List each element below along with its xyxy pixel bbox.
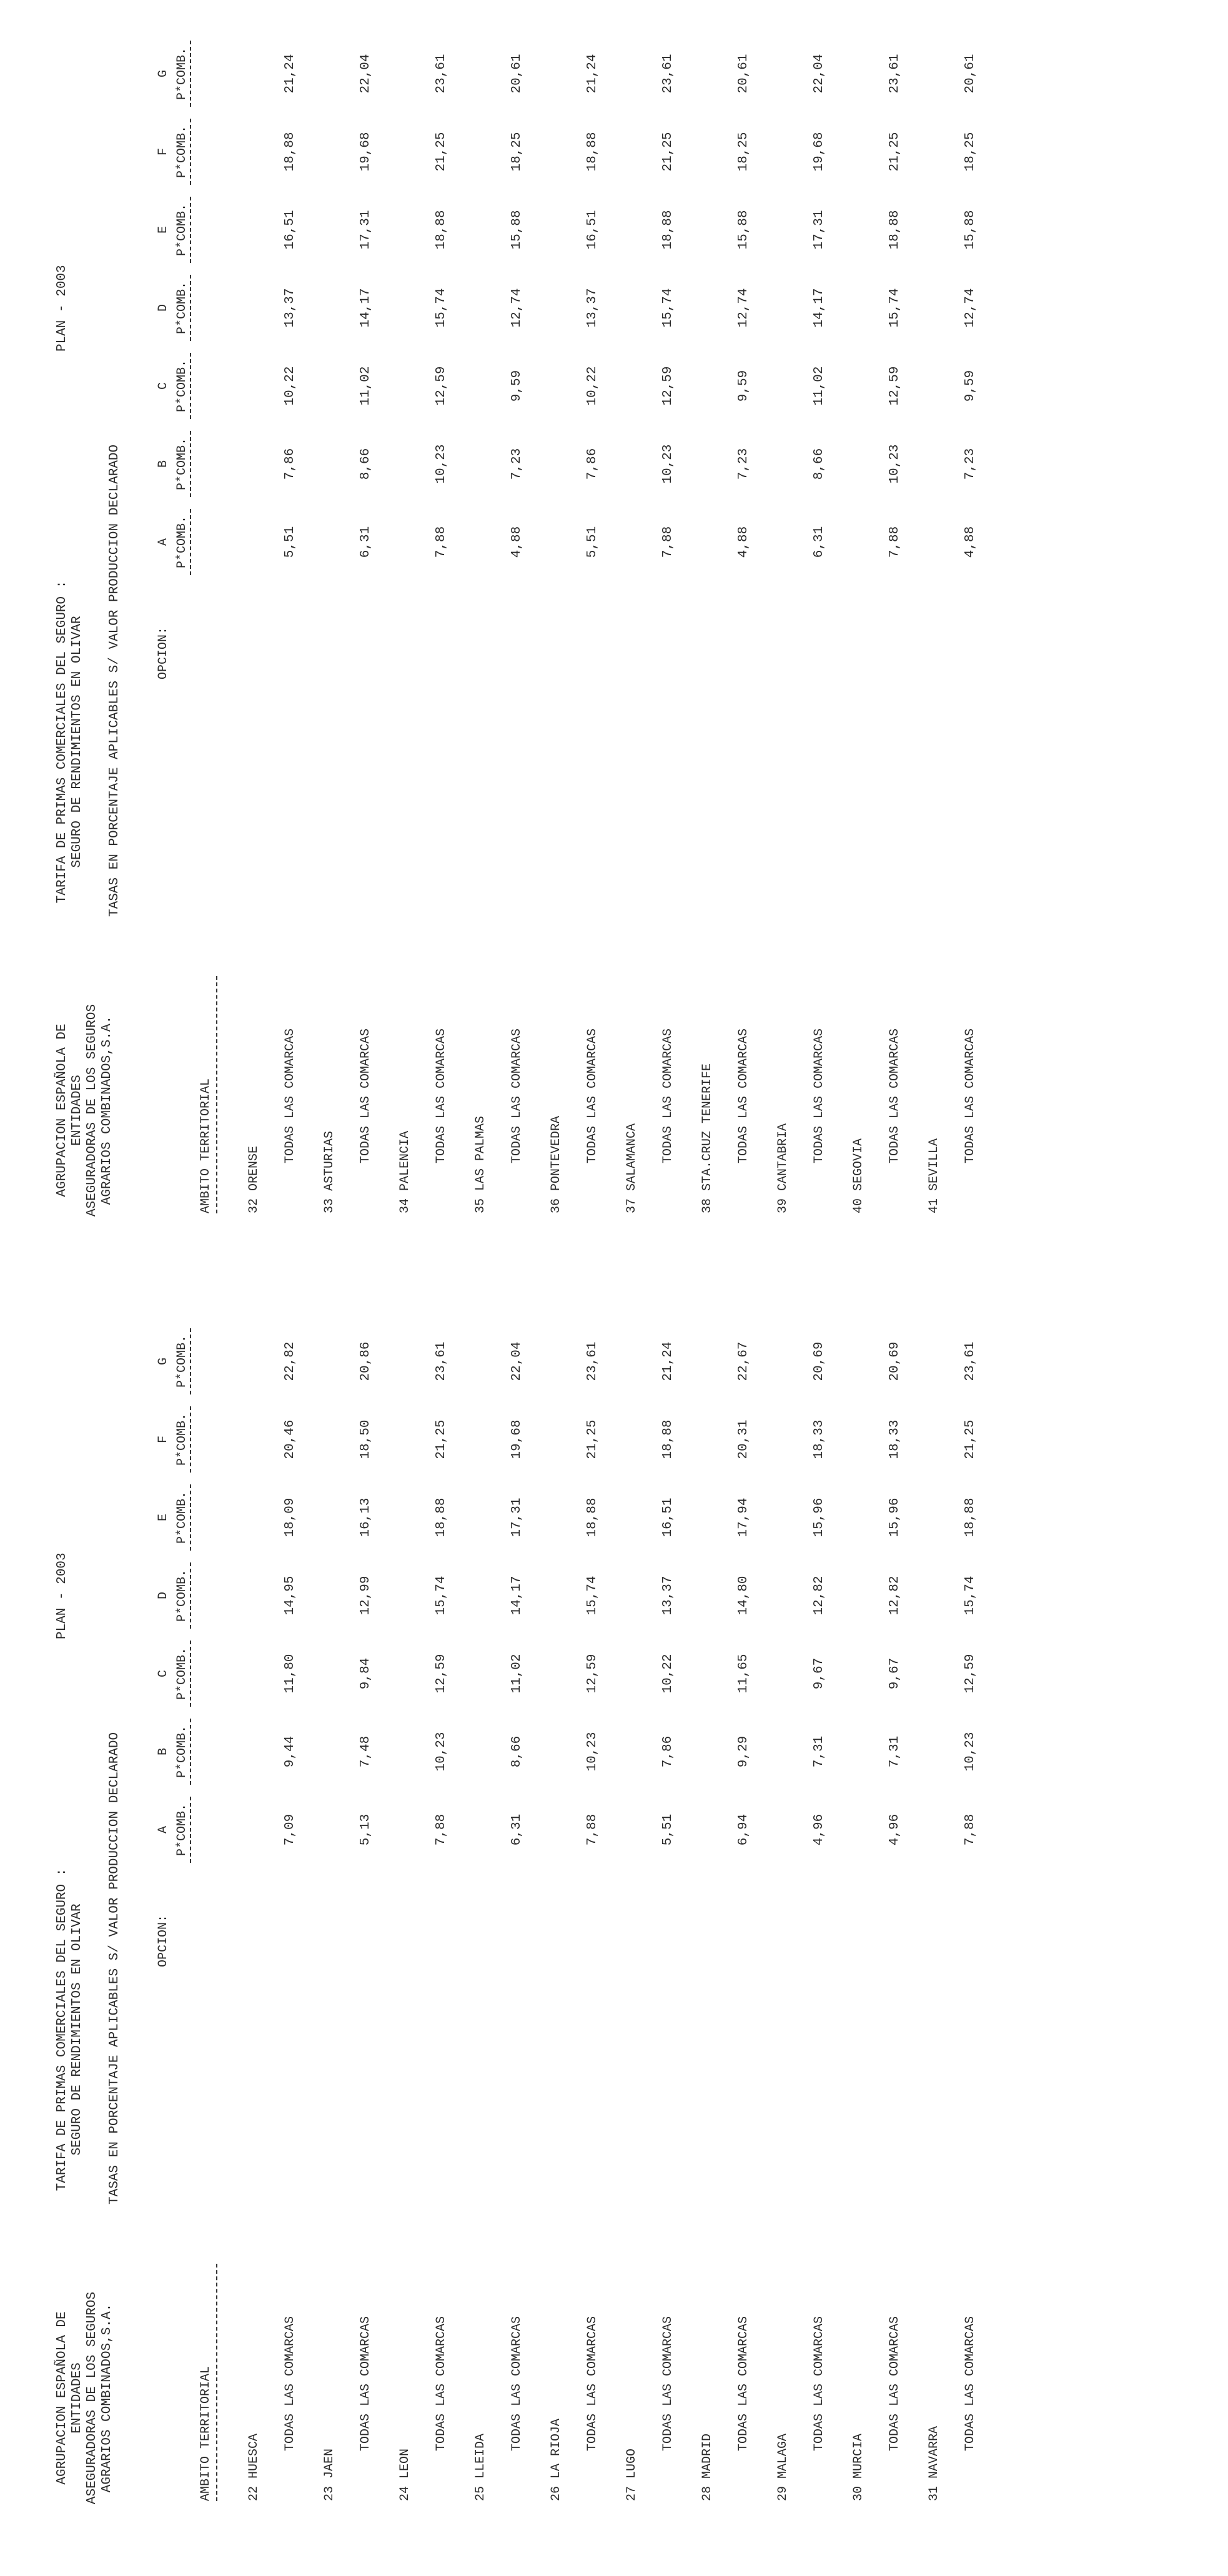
rate-value: 14,17: [510, 1576, 524, 1616]
table-row: [776, 1290, 851, 2576]
rate-value: 12,59: [585, 1654, 600, 1694]
tariff-subtitle: TASAS EN PORCENTAJE APLICABLES S/ VALOR PRODUCCION DECLARADO: [107, 444, 122, 917]
column-letter: F: [156, 148, 171, 156]
comarca-label: TODAS LAS COMARCAS: [510, 2316, 524, 2451]
rate-value: 9,84: [359, 1657, 373, 1690]
column-underline: [190, 1562, 191, 1629]
rate-value: 15,74: [434, 1576, 448, 1616]
rate-value: 18,88: [963, 1498, 978, 1537]
organization-name: [55, 998, 115, 1223]
rate-value: 15,88: [963, 210, 978, 250]
province-name: 27 LUGO: [625, 2448, 639, 2501]
rate-value: 12,82: [812, 1576, 826, 1616]
rate-value: 21,24: [661, 1341, 675, 1381]
rate-value: 20,61: [510, 54, 524, 94]
rate-value: 6,31: [812, 526, 826, 558]
rate-value: 23,61: [661, 54, 675, 94]
table-row: [322, 2, 397, 1288]
rate-value: 10,23: [888, 444, 902, 484]
comarca-label: TODAS LAS COMARCAS: [736, 2316, 751, 2451]
comarca-label: TODAS LAS COMARCAS: [359, 1028, 373, 1163]
column-underline: [190, 119, 191, 185]
rate-value: 14,17: [812, 288, 826, 328]
rate-value: 19,68: [812, 132, 826, 172]
rate-value: 9,67: [888, 1657, 902, 1690]
column-underline: [190, 1328, 191, 1394]
rate-value: 9,59: [963, 370, 978, 402]
table-row: [851, 2, 926, 1288]
column-underline: [190, 41, 191, 107]
table-row: [473, 2, 548, 1288]
column-letter: C: [156, 1670, 171, 1678]
comarca-label: TODAS LAS COMARCAS: [812, 1028, 826, 1163]
rate-value: 16,51: [585, 210, 600, 250]
rate-value: 13,37: [283, 288, 297, 328]
column-subheader: P*COMB.: [175, 204, 189, 257]
table-row: [625, 1290, 700, 2576]
province-name: 26 LA RIOJA: [549, 2418, 563, 2501]
rate-value: 7,23: [510, 448, 524, 480]
column-underline: [190, 1641, 191, 1707]
column-letter: G: [156, 70, 171, 78]
rate-value: 16,51: [283, 210, 297, 250]
column-underline: [190, 1406, 191, 1473]
column-subheader: P*COMB.: [175, 282, 189, 335]
tariff-page: [0, 1290, 1228, 2576]
rate-value: 9,59: [510, 370, 524, 402]
tariff-page: [0, 2, 1228, 1288]
plan-label: PLAN - 2003: [55, 1552, 69, 1639]
ambito-territorial-header: AMBITO TERRITORIAL: [199, 1078, 213, 1213]
tariff-subtitle: TASAS EN PORCENTAJE APLICABLES S/ VALOR PRODUCCION DECLARADO: [107, 1732, 122, 2204]
column-header-d: [156, 1555, 194, 1636]
column-header-f: [156, 111, 194, 192]
rate-value: 18,88: [434, 1498, 448, 1537]
rate-value: 18,88: [661, 210, 675, 250]
comarca-label: TODAS LAS COMARCAS: [359, 2316, 373, 2451]
rate-value: 18,25: [736, 132, 751, 172]
rate-value: 8,66: [812, 448, 826, 480]
rate-value: 21,25: [888, 132, 902, 172]
rate-value: 22,04: [510, 1341, 524, 1381]
rate-value: 5,51: [661, 1814, 675, 1846]
column-header-a: [156, 1789, 194, 1870]
table-row: [322, 1290, 397, 2576]
table-row: [776, 2, 851, 1288]
column-letter: F: [156, 1436, 171, 1444]
rate-value: 7,88: [585, 1814, 600, 1846]
column-subheader: P*COMB.: [175, 360, 189, 413]
rate-value: 5,51: [585, 526, 600, 558]
rate-value: 11,02: [359, 366, 373, 406]
rate-value: 9,44: [283, 1735, 297, 1768]
column-letter: A: [156, 538, 171, 546]
column-subheader: P*COMB.: [175, 516, 189, 569]
rate-value: 15,74: [585, 1576, 600, 1616]
ambito-underline: [216, 2264, 217, 2501]
rate-value: 4,96: [888, 1814, 902, 1846]
column-underline: [190, 1484, 191, 1551]
rate-value: 20,46: [283, 1419, 297, 1459]
table-row: [247, 1290, 322, 2576]
column-underline: [190, 509, 191, 575]
column-letter: E: [156, 226, 171, 234]
rate-value: 14,95: [283, 1576, 297, 1616]
title-line: SEGURO DE RENDIMIENTOS EN OLIVAR: [70, 1903, 84, 2156]
rate-value: 21,25: [963, 1419, 978, 1459]
comarca-label: TODAS LAS COMARCAS: [585, 1028, 600, 1163]
rate-value: 21,24: [283, 54, 297, 94]
rate-value: 21,25: [434, 132, 448, 172]
rate-value: 15,74: [661, 288, 675, 328]
province-name: 28 MADRID: [700, 2433, 715, 2501]
column-header-c: [156, 1633, 194, 1714]
rate-value: 7,48: [359, 1735, 373, 1768]
column-subheader: P*COMB.: [175, 1413, 189, 1466]
column-subheader: P*COMB.: [175, 438, 189, 491]
rate-value: 18,88: [585, 132, 600, 172]
rate-value: 10,23: [434, 444, 448, 484]
rate-value: 15,74: [434, 288, 448, 328]
option-label: OPCION:: [156, 1914, 171, 1967]
rate-value: 12,59: [434, 366, 448, 406]
column-letter: E: [156, 1514, 171, 1522]
table-row: [473, 1290, 548, 2576]
title-line: TARIFA DE PRIMAS COMERCIALES DEL SEGURO :: [55, 580, 69, 904]
organization-line: AGRUPACION ESPAÑOLA DE ENTIDADES: [55, 1024, 84, 1197]
rate-value: 18,88: [888, 210, 902, 250]
rate-value: 8,66: [510, 1735, 524, 1768]
rate-value: 5,51: [283, 526, 297, 558]
column-letter: B: [156, 460, 171, 468]
province-name: 34 PALENCIA: [398, 1130, 412, 1213]
title-line: TARIFA DE PRIMAS COMERCIALES DEL SEGURO :: [55, 1868, 69, 2191]
table-row: [549, 1290, 624, 2576]
rate-value: 23,61: [434, 1341, 448, 1381]
province-name: 22 HUESCA: [247, 2433, 261, 2501]
rate-value: 17,31: [510, 1498, 524, 1537]
comarca-label: TODAS LAS COMARCAS: [661, 1028, 675, 1163]
table-row: [927, 1290, 1002, 2576]
comarca-label: TODAS LAS COMARCAS: [736, 1028, 751, 1163]
rate-value: 13,37: [585, 288, 600, 328]
column-letter: C: [156, 382, 171, 390]
rate-value: 7,31: [812, 1735, 826, 1768]
rate-value: 22,82: [283, 1341, 297, 1381]
rate-value: 6,31: [510, 1814, 524, 1846]
rate-value: 10,23: [585, 1732, 600, 1772]
rate-value: 7,23: [736, 448, 751, 480]
column-underline: [190, 431, 191, 497]
rate-value: 10,22: [661, 1654, 675, 1694]
province-name: 24 LEON: [398, 2448, 412, 2501]
rate-value: 7,88: [434, 1814, 448, 1846]
province-name: 37 SALAMANCA: [625, 1123, 639, 1213]
rate-value: 17,94: [736, 1498, 751, 1537]
rate-value: 18,25: [510, 132, 524, 172]
rate-value: 6,94: [736, 1814, 751, 1846]
rate-value: 18,88: [585, 1498, 600, 1537]
tariff-title: [55, 1732, 122, 2223]
rate-value: 18,33: [888, 1419, 902, 1459]
title-line: SEGURO DE RENDIMIENTOS EN OLIVAR: [70, 616, 84, 868]
rate-value: 7,09: [283, 1814, 297, 1846]
province-name: 23 JAEN: [322, 2448, 337, 2501]
rate-value: 13,37: [661, 1576, 675, 1616]
column-header-g: [156, 33, 194, 114]
rate-value: 20,31: [736, 1419, 751, 1459]
column-underline: [190, 197, 191, 263]
organization-name: [55, 2286, 115, 2510]
rate-value: 10,23: [963, 1732, 978, 1772]
rate-value: 14,80: [736, 1576, 751, 1616]
rate-value: 7,86: [283, 448, 297, 480]
rate-value: 16,13: [359, 1498, 373, 1537]
rate-value: 18,09: [283, 1498, 297, 1537]
column-underline: [190, 275, 191, 341]
rate-value: 10,23: [434, 1732, 448, 1772]
rate-value: 7,88: [963, 1814, 978, 1846]
rate-value: 12,59: [434, 1654, 448, 1694]
organization-line: AGRUPACION ESPAÑOLA DE ENTIDADES: [55, 2311, 84, 2485]
comarca-label: TODAS LAS COMARCAS: [434, 2316, 448, 2451]
rate-value: 20,61: [963, 54, 978, 94]
column-header-e: [156, 189, 194, 270]
rate-value: 18,88: [283, 132, 297, 172]
table-row: [398, 2, 473, 1288]
rate-value: 18,88: [434, 210, 448, 250]
rate-value: 11,80: [283, 1654, 297, 1694]
rate-value: 16,51: [661, 1498, 675, 1537]
rate-value: 18,25: [963, 132, 978, 172]
rate-value: 7,86: [585, 448, 600, 480]
rate-value: 21,25: [434, 1419, 448, 1459]
rate-value: 17,31: [812, 210, 826, 250]
province-name: 33 ASTURIAS: [322, 1130, 337, 1213]
column-header-f: [156, 1399, 194, 1480]
comarca-label: TODAS LAS COMARCAS: [888, 2316, 902, 2451]
organization-line: AGRARIOS COMBINADOS,S.A.: [100, 1015, 114, 1205]
rate-value: 10,22: [283, 366, 297, 406]
rate-value: 7,88: [434, 526, 448, 558]
option-label: OPCION:: [156, 626, 171, 679]
province-name: 25 LLEIDA: [473, 2433, 488, 2501]
ambito-territorial-header: AMBITO TERRITORIAL: [199, 2366, 213, 2501]
column-header-c: [156, 345, 194, 427]
column-subheader: P*COMB.: [175, 1647, 189, 1700]
rate-value: 8,66: [359, 448, 373, 480]
column-header-e: [156, 1477, 194, 1558]
rate-value: 20,69: [888, 1341, 902, 1381]
table-row: [247, 2, 322, 1288]
rate-value: 9,67: [812, 1657, 826, 1690]
column-subheader: P*COMB.: [175, 1335, 189, 1388]
rate-value: 21,25: [661, 132, 675, 172]
rate-value: 12,74: [963, 288, 978, 328]
rate-value: 12,74: [510, 288, 524, 328]
comarca-label: TODAS LAS COMARCAS: [283, 1028, 297, 1163]
comarca-label: TODAS LAS COMARCAS: [812, 2316, 826, 2451]
table-row: [700, 1290, 775, 2576]
rate-value: 7,23: [963, 448, 978, 480]
column-subheader: P*COMB.: [175, 1491, 189, 1544]
column-subheader: P*COMB.: [175, 126, 189, 179]
rate-value: 4,88: [510, 526, 524, 558]
rate-value: 20,61: [736, 54, 751, 94]
rate-value: 11,02: [510, 1654, 524, 1694]
rate-value: 6,31: [359, 526, 373, 558]
column-letter: G: [156, 1358, 171, 1366]
column-underline: [190, 1719, 191, 1785]
column-letter: D: [156, 1592, 171, 1600]
column-letter: A: [156, 1826, 171, 1834]
rate-value: 7,31: [888, 1735, 902, 1768]
column-underline: [190, 1797, 191, 1863]
column-header-b: [156, 1711, 194, 1792]
column-header-g: [156, 1321, 194, 1402]
rate-value: 15,88: [736, 210, 751, 250]
rate-value: 17,31: [359, 210, 373, 250]
rate-value: 23,61: [963, 1341, 978, 1381]
province-name: 40 SEGOVIA: [851, 1138, 866, 1213]
comarca-label: TODAS LAS COMARCAS: [661, 2316, 675, 2451]
province-name: 29 MALAGA: [776, 2433, 790, 2501]
plan-label: PLAN - 2003: [55, 265, 69, 352]
rate-value: 15,96: [888, 1498, 902, 1537]
rate-value: 12,74: [736, 288, 751, 328]
column-header-b: [156, 423, 194, 505]
rate-value: 20,86: [359, 1341, 373, 1381]
rate-value: 9,29: [736, 1735, 751, 1768]
comarca-label: TODAS LAS COMARCAS: [963, 1028, 978, 1163]
rate-value: 15,96: [812, 1498, 826, 1537]
column-letter: D: [156, 304, 171, 312]
rate-value: 4,88: [736, 526, 751, 558]
column-letter: B: [156, 1748, 171, 1756]
rate-value: 22,04: [359, 54, 373, 94]
column-underline: [190, 353, 191, 419]
rate-value: 15,74: [963, 1576, 978, 1616]
province-name: 41 SEVILLA: [927, 1138, 941, 1213]
table-row: [398, 1290, 473, 2576]
rate-value: 7,88: [661, 526, 675, 558]
table-row: [625, 2, 700, 1288]
province-name: 35 LAS PALMAS: [473, 1115, 488, 1213]
column-header-a: [156, 501, 194, 583]
rate-value: 22,04: [812, 54, 826, 94]
organization-line: ASEGURADORAS DE LOS SEGUROS: [85, 2291, 99, 2505]
rate-value: 11,02: [812, 366, 826, 406]
comarca-label: TODAS LAS COMARCAS: [963, 2316, 978, 2451]
province-name: 32 ORENSE: [247, 1145, 261, 1213]
tariff-title: [55, 444, 122, 935]
table-row: [549, 2, 624, 1288]
rate-value: 10,22: [585, 366, 600, 406]
rate-value: 12,82: [888, 1576, 902, 1616]
rate-value: 4,88: [963, 526, 978, 558]
comarca-label: TODAS LAS COMARCAS: [510, 1028, 524, 1163]
rate-value: 9,59: [736, 370, 751, 402]
rate-value: 19,68: [510, 1419, 524, 1459]
table-row: [851, 1290, 926, 2576]
column-subheader: P*COMB.: [175, 47, 189, 101]
column-subheader: P*COMB.: [175, 1569, 189, 1622]
comarca-label: TODAS LAS COMARCAS: [585, 2316, 600, 2451]
comarca-label: TODAS LAS COMARCAS: [434, 1028, 448, 1163]
rate-value: 4,96: [812, 1814, 826, 1846]
table-row: [927, 2, 1002, 1288]
rate-value: 15,88: [510, 210, 524, 250]
province-name: 31 NAVARRA: [927, 2425, 941, 2501]
rate-value: 12,99: [359, 1576, 373, 1616]
comarca-label: TODAS LAS COMARCAS: [888, 1028, 902, 1163]
rate-value: 12,59: [888, 366, 902, 406]
rate-value: 18,50: [359, 1419, 373, 1459]
rate-value: 23,61: [434, 54, 448, 94]
province-name: 38 STA.CRUZ TENERIFE: [700, 1063, 715, 1213]
rate-value: 15,74: [888, 288, 902, 328]
ambito-underline: [216, 976, 217, 1213]
province-name: 39 CANTABRIA: [776, 1123, 790, 1213]
column-header-d: [156, 267, 194, 348]
rate-value: 12,59: [963, 1654, 978, 1694]
province-name: 30 MURCIA: [851, 2433, 866, 2501]
rate-value: 19,68: [359, 132, 373, 172]
column-subheader: P*COMB.: [175, 1804, 189, 1857]
rate-value: 23,61: [585, 1341, 600, 1381]
rate-value: 18,88: [661, 1419, 675, 1459]
rate-value: 14,17: [359, 288, 373, 328]
comarca-label: TODAS LAS COMARCAS: [283, 2316, 297, 2451]
province-name: 36 PONTEVEDRA: [549, 1115, 563, 1213]
rate-value: 11,65: [736, 1654, 751, 1694]
rate-value: 5,13: [359, 1814, 373, 1846]
column-subheader: P*COMB.: [175, 1725, 189, 1779]
rate-value: 23,61: [888, 54, 902, 94]
rate-value: 21,25: [585, 1419, 600, 1459]
rate-value: 7,86: [661, 1735, 675, 1768]
rate-value: 18,33: [812, 1419, 826, 1459]
rate-value: 7,88: [888, 526, 902, 558]
rate-value: 12,59: [661, 366, 675, 406]
rate-value: 21,24: [585, 54, 600, 94]
organization-line: AGRARIOS COMBINADOS,S.A.: [100, 2303, 114, 2493]
table-row: [700, 2, 775, 1288]
rate-value: 10,23: [661, 444, 675, 484]
organization-line: ASEGURADORAS DE LOS SEGUROS: [85, 1004, 99, 1217]
rate-value: 20,69: [812, 1341, 826, 1381]
rate-value: 22,67: [736, 1341, 751, 1381]
